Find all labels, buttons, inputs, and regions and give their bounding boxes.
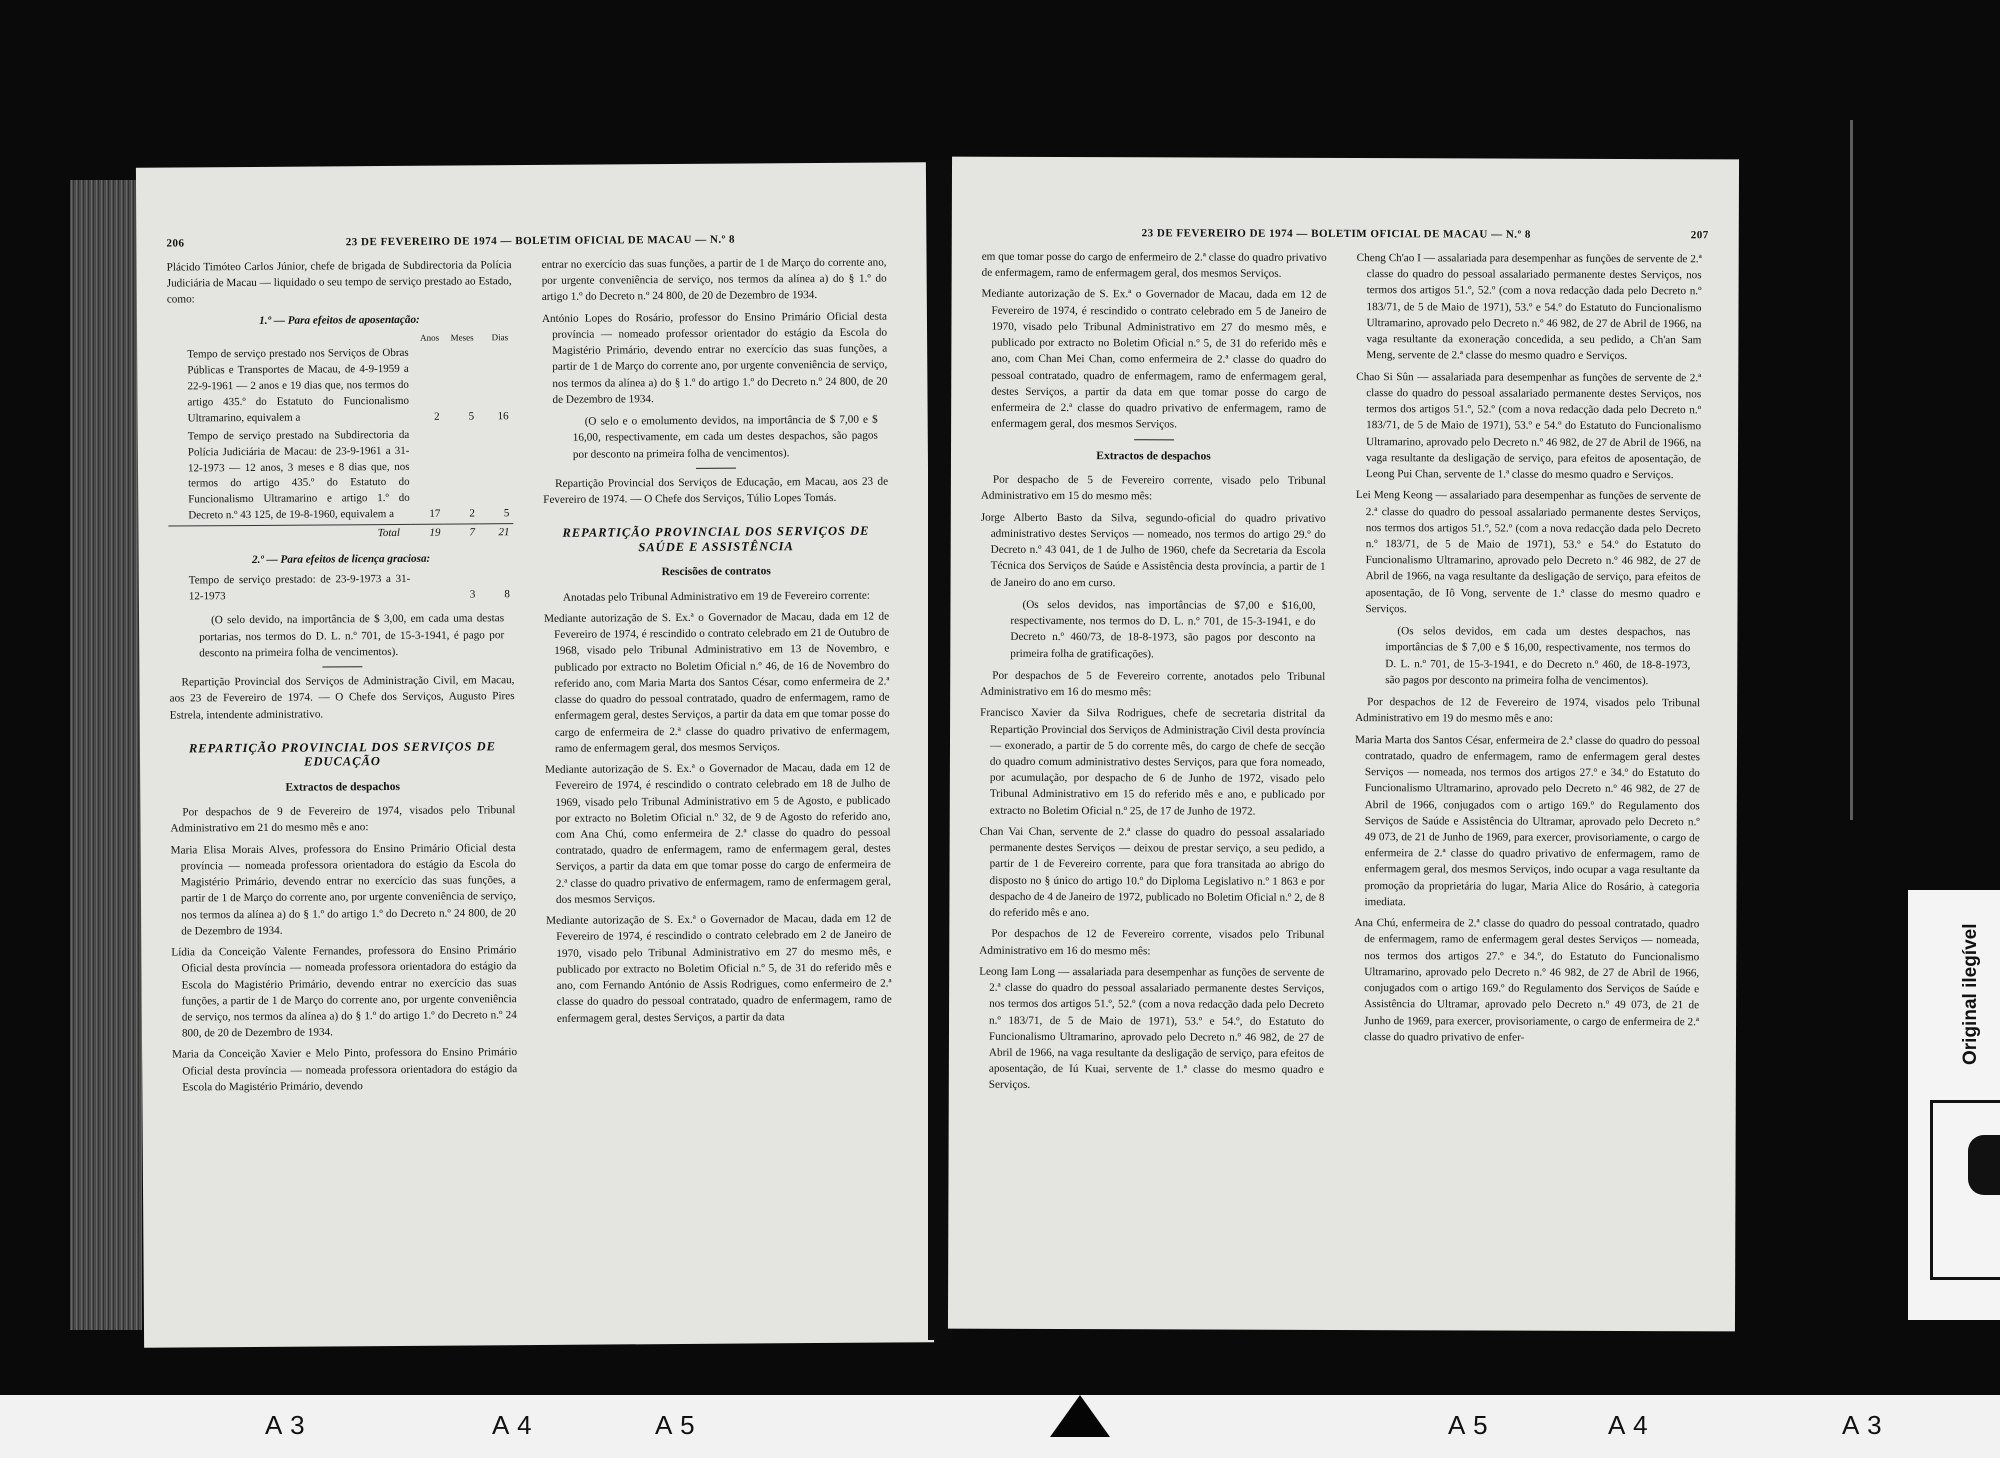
despacho-intro: Por despachos de 9 de Fevereiro de 1974, visados pelo Tribunal Administrativo em 21 do mesmo mês e ano: — [170, 804, 516, 835]
intro-paragraph: Plácido Timóteo Carlos Júnior, chefe de brigada de Subdirectoria da Polícia Judiciária de Macau — liquidado o seu tempo de serviço prestado ao Estado, como: — [166, 259, 512, 307]
frame-mark: A 3 — [1842, 1410, 1883, 1440]
stamp-duty-note: (Os selos devidos, nas importâncias de $7,00 e $16,00, respectivamente, nos termos do D. L. n.º 701, de 15-3-1941, e do Decreto n.º 460/73, de 18-8-1973, são pagos por desconto na primeira folha de gratificações). — [1010, 598, 1316, 660]
frame-mark: A 3 — [265, 1410, 306, 1440]
closing-signature: Repartição Provincial dos Serviços de Administração Civil, em Macau, aos 23 de Fevereiro de 1974. — O Chefe dos Serviços, Augusto Pires Estrela, intendente administrativo. — [169, 674, 515, 722]
list-item: Lídia da Conceição Valente Fernandes, professora do Ensino Primário Oficial desta província — nomeada professora orientadora do estágio da Escola do Magistério Primário, devendo entrar no exercício das suas funções, a partir de 1 de Março do corrente ano, por urgente conveniência de serviço, nos termos da alínea a) do § 1.º do artigo 1.º do Decreto n.º 24 800, de 20 de Dezembro de 1934. — [171, 944, 517, 1040]
table-total-row: Total 19 7 21 — [168, 524, 513, 545]
right-column-1 — [979, 249, 1327, 1100]
despacho-intro: Por despachos de 12 de Fevereiro corrente, visados pelo Tribunal Administrativo em 16 do mesmo mês: — [979, 928, 1325, 957]
table-row: Tempo de serviço prestado nos Serviços de Obras Públicas e Transportes de Macau, de 4-9-1959 a 22-9-1961 — 2 anos e 19 dias que, nos termos do artigo 435.º do Estatuto do Funcionalismo Ultramarino, equivalem a 2 5 16 — [187, 346, 509, 425]
left-page-number: 206 — [166, 237, 185, 250]
frame-mark: A 5 — [655, 1410, 696, 1440]
licence-time-table — [169, 571, 514, 607]
frame-mark: A 4 — [492, 1410, 533, 1440]
left-running-head — [166, 232, 896, 249]
list-item: António Lopes do Rosário, professor do Ensino Primário Oficial desta província — nomeado professor orientador do estágio da Escola do Magistério Primário, devendo entrar no exercício das suas funções, a partir de 1 de Março do corrente ano, por urgente conveniência de serviço, nos termos da alínea a) do § 1.º do artigo 1.º do Decreto n.º 24 800, de 20 de Dezembro de 1934. — [541, 310, 888, 406]
list-item: Jorge Alberto Basto da Silva, segundo-oficial do quadro privativo administrativo destes Serviços — nomeado, nos termos do artigo 29.º do Decreto n.º 43 041, de 1 de Julho de 1960, chefe da Secretaria da Escola Técnica dos Serviços de Saúde e Assistência desta província, a partir de 1 de Janeiro do ano em curso. — [980, 511, 1326, 589]
col-header-meses: Meses — [450, 332, 474, 343]
section-heading-educacao: REPARTIÇÃO PROVINCIAL DOS SERVIÇOS DE EDUCAÇÃO — [188, 739, 496, 769]
film-notch — [1050, 1395, 1110, 1437]
left-column-2 — [542, 255, 892, 1032]
right-page-number: 207 — [1690, 229, 1709, 242]
list-item: Cheng Ch'ao I — assalariada para desempenhar as funções de servente de 2.ª classe do quadro do pessoal assalariado permanente destes Serviços, nos termos dos artigos 51.º, 52.º (com a nova redacção dada pelo Decreto n.º 183/71, de 5 de Maio de 1971), 53.º e 54.º do Estatuto do Funcionalismo Ultramarino, aprovado pelo Decreto n.º 46 982, de 27 de Abril de 1966, na vaga resultante da exoneração concedida, a seu pedido, a Ch'an Sam Meng, servente de 2.ª classe do mesmo quadro e Serviços. — [1356, 252, 1702, 363]
subheading-extractos: Extractos de despachos — [285, 780, 400, 794]
frame-mark: A 4 — [1608, 1410, 1649, 1440]
divider — [695, 467, 735, 468]
film-scratch — [1850, 120, 1853, 820]
divider — [322, 666, 362, 667]
stamp-duty-note: (O selo e o emolumento devidos, na importância de $ 7,00 e $ 16,00, respectivamente, em cada um destes despachos, são pagos por desconto na primeira folha de vencimentos). — [572, 413, 878, 461]
list-item: Chan Vai Chan, servente de 2.ª classe do quadro do pessoal assalariado permanente destes Serviços — deixou de prestar serviço, a seu pedido, a partir de 1 de Fevereiro corrente, para que fora transitada ao abrigo do disposto no § único do artigo 10.º do Diploma Legislativo n.º 1 863 e por despacho de 4 de Janeiro de 1972, publicado no Boletim Oficial n.º 2, de 8 do referido mês e ano. — [979, 825, 1325, 920]
subheading-extractos: Extractos de despachos — [1096, 449, 1211, 463]
despacho-intro: Por despacho de 5 de Fevereiro corrente, visado pelo Tribunal Administrativo em 15 do mesmo mês: — [980, 474, 1326, 503]
despacho-intro: Por despachos de 5 de Fevereiro corrente, anotados pelo Tribunal Administrativo em 16 do mesmo mês: — [980, 669, 1326, 699]
divider — [1134, 439, 1174, 440]
right-page — [948, 157, 1739, 1332]
despacho-intro: Por despachos de 12 de Fevereiro de 1974, visados pelo Tribunal Administrativo em 19 do mesmo mês e ano: — [1355, 696, 1701, 726]
subsection-licenca: 2.º — Para efeitos de licença graciosa: — [251, 552, 431, 567]
list-item: Mediante autorização de S. Ex.ª o Governador de Macau, dada em 12 de Fevereiro de 1974, é rescindido o contrato celebrado em 5 de Janeiro de 1970, visado pelo Tribunal Administrativo em 27 do mesmo mês, e publicado por extracto no Boletim Oficial n.º 5, de 31 do referido mês e ano, com Chan Mei Chan, como enfermeira de 2.ª classe do quadro do pessoal contratado, quadro de enfermagem, ramo de enfermagem geral, destes Serviços, a partir da data em que tomar posse do cargo de enfermeira de 2.ª classe do quadro privativo de enfermagem, ramo de enfermagem geral, dos mesmos Serviços. — [981, 288, 1327, 431]
col-header-anos: Anos — [420, 332, 440, 343]
page-stack-edges — [70, 180, 142, 1330]
left-running-title: 23 DE FEVEREIRO DE 1974 — BOLETIM OFICIAL DE MACAU — N.º 8 — [345, 233, 736, 249]
list-item: Maria Elisa Morais Alves, professora do Ensino Primário Oficial desta província — nomeada professora orientadora do estágio da Escola do Magistério Primário, devendo entrar no exercício das suas funções, a partir de 1 de Março do corrente ano, por urgente conveniência de serviço, nos termos da alínea a) do § 1.º do artigo 1.º do Decreto n.º 24 800, de 20 de Dezembro de 1934. — [170, 841, 517, 938]
table-row: Tempo de serviço prestado: de 23-9-1973 a 31-12-1973 3 8 — [188, 573, 510, 603]
list-item: Mediante autorização de S. Ex.ª o Governador de Macau, dada em 12 de Fevereiro de 1974, é rescindido o contrato celebrado em 2 de Janeiro de 1970, visado pelo Tribunal Administrativo em 27 do mesmo mês, e publicado por extracto no Boletim Oficial n.º 5, de 31 do referido mês e ano, com Fernando António de Assis Rodrigues, como enfermeiro de 2.ª classe do quadro do pessoal contratado, quadro de enfermagem, ramo de enfermagem geral, destes Serviços, a partir da data — [546, 912, 892, 1025]
list-item: Mediante autorização de S. Ex.ª o Governador de Macau, dada em 12 de Fevereiro de 1974, é rescindido o contrato celebrado em 21 de Outubro de 1968, visado pelo Tribunal Administrativo em 13 de Novembro, e publicado por extracto no Boletim Oficial n.º 46, de 16 de Novembro do referido ano, com Maria Marta dos Santos César, como enfermeira de 2.ª classe do quadro do pessoal contratado, quadro de enfermagem, ramo de enfermagem geral, destes Serviços, a partir da data em que tomar posse do cargo de enfermeira de 2.ª classe do quadro privativo de enfermagem, ramo de enfermagem geral, dos mesmos Serviços. — [544, 610, 890, 755]
stamp-duty-note: (Os selos devidos, em cada um destes despachos, nas importâncias de $ 7,00 e $ 16,00, respectivamente, nos termos do D. L. n.º 701, de 15-3-1941, e do Decreto n.º 460, de 18-8-1973, são pagos por desconto na primeira folha de vencimentos). — [1385, 625, 1691, 687]
side-registration-mark — [1968, 1135, 2000, 1195]
list-item: Maria Marta dos Santos César, enfermeira de 2.ª classe do quadro do pessoal contratado, quadro de enfermagem, ramo de enfermagem geral destes Serviços — nomeada, nos termos dos artigos 27.º e 34.º do Estatuto do Funcionalismo Ultramarino, aprovado pelo Decreto n.º 46 982, de 27 de Abril de 1966, conjugados com o artigo 169.º do Regulamento dos Serviços de Saúde e Assistência do Ultramar, aprovado pelo Decreto n.º 49 073, de 21 de Junho de 1969, para exercer, provisoriamente, o cargo de enfermeira de 2.ª classe do quadro privativo de enfermagem, ramo de enfermagem geral, dos mesmos Serviços, indo ocupar a vaga resultante da promoção da proprietária do lugar, Maria Alice do Rosário, à categoria imediata. — [1354, 733, 1701, 909]
continued-paragraph: em que tomar posse do cargo de enfermeiro de 2.ª classe do quadro privativo de enfermagem, ramo de enfermagem geral, dos mesmos Serviços. — [981, 250, 1327, 281]
list-item: Leong Iam Long — assalariada para desempenhar as funções de servente de 2.ª classe do quadro do pessoal assalariado permanente destes Serviços, nos termos dos artigos 51.º, 52.º (com a nova redacção dada pelo Decreto n.º 183/71, de 5 de Maio de 1971), 53.º e 54.º, do Estatuto do Funcionalismo Ultramarino, aprovado pelo Decreto n.º 46 982, de 27 de Abril de 1966, na vaga resultante da desligação de serviço, para efeitos de aposentação, de Iú Kuai, servente de 1.ª classe do mesmo quadro e Serviços. — [979, 965, 1325, 1092]
subsection-aposentacao: 1.º — Para efeitos de aposentação: — [259, 313, 420, 327]
stamp-duty-note: (O selo devido, na importância de $ 3,00, em cada uma destas portarias, nos termos do D. L. n.º 701, de 15-3-1941, é pago por desconto na primeira folha de vencimentos). — [199, 612, 505, 660]
section-heading-saude: REPARTIÇÃO PROVINCIAL DOS SERVIÇOS DE SAÚDE E ASSISTÊNCIA — [562, 523, 870, 554]
continued-paragraph: entrar no exercício das suas funções, a partir de 1 de Março do corrente ano, por urgente conveniência de serviço, nos termos da alínea a) do § 1.º do artigo 1.º do Decreto n.º 24 800, de 20 de Dezembro de 1934. — [541, 256, 887, 304]
right-running-title: 23 DE FEVEREIRO DE 1974 — BOLETIM OFICIAL DE MACAU — N.º 8 — [1141, 227, 1531, 241]
left-page — [136, 162, 934, 1347]
list-item: Ana Chú, enfermeira de 2.ª classe do quadro do pessoal contratado, quadro de enfermagem, ramo de enfermagem geral destes Serviços — nomeada, nos termos dos artigos 27.º e 34.º, do Estatuto do Funcionalismo Ultramarino, aprovado pelo Decreto n.º 46 982, de 27 de Abril de 1966, conjugados com o artigo 169.º do Regulamento dos Serviços de Saúde e Assistência do Ultramar, aprovado pelo Decreto n.º 49 073, de 21 de Junho de 1969, para exercer, provisoriamente, o cargo de enfermeira de 2.ª classe do quadro privativo de enfer- — [1354, 917, 1700, 1044]
right-running-head — [982, 227, 1709, 242]
right-column-2 — [1354, 250, 1702, 1051]
col-header-dias: Dias — [491, 332, 509, 343]
subheading-rescisoes: Rescisões de contratos — [661, 565, 771, 579]
closing-signature: Repartição Provincial dos Serviços de Educação, em Macau, aos 23 de Fevereiro de 1974. — O Chefe dos Serviços, Túlio Lopes Tomás. — [543, 475, 889, 506]
left-column-1 — [167, 257, 518, 1101]
list-item: Francisco Xavier da Silva Rodrigues, chefe de secretaria distrital da Repartição Provincial dos Serviços de Administração Civil desta província — exonerado, a partir de 5 do corrente mês, do cargo de chefe de secção do quadro comum administrativo destes Serviços, para que fora nomeado, por acumulação, por despacho de 6 de Junho de 1972, visado pelo Tribunal Administrativo em 15 do referido mês e ano, e publicado por extracto no Boletim Oficial n.º 25, de 17 de Junho de 1972. — [980, 707, 1326, 818]
illegible-label: Original ilegível — [1960, 923, 1981, 1065]
table-row: Tempo de serviço prestado na Subdirectoria da Polícia Judiciária de Macau: de 23-9-1961 a 31-12-1973 — 12 anos, 3 meses e 8 dias que, nos termos do artigo 435.º do Estatuto do Funcionalismo Ultramarino e artigo 1.º do Decreto n.º 43 125, de 19-8-1960, equivalem a 17 2 5 — [187, 428, 510, 522]
list-item: Chao Si Sûn — assalariada para desempenhar as funções de servente de 2.ª classe do quadro do pessoal assalariado permanente destes Serviços, nos termos dos artigos 51.º, 52.º (com a nova redacção dada pelo Decreto n.º 183/71, de 5 de Maio de 1971), 53.º e 54.º do Estatuto do Funcionalismo Ultramarino, aprovado pelo Decreto n.º 46 982, de 27 de Abril de 1966, na vaga resultante da desligação de serviço, para efeitos de aposentação, de Leong Pui Chan, servente de 1.ª classe do mesmo quadro e Serviços. — [1356, 370, 1702, 482]
frame-mark: A 5 — [1448, 1410, 1489, 1440]
list-item: Mediante autorização de S. Ex.ª o Governador de Macau, dada em 12 de Fevereiro de 1974, é rescindido o contrato celebrado em 18 de Julho de 1969, visado pelo Tribunal Administrativo em 5 de Agosto, e publicado por extracto no Boletim Oficial n.º 32, de 9 de Agosto do referido ano, com Ana Chú, como enfermeira de 2.ª classe do quadro do pessoal contratado, quadro de enfermagem, ramo de enfermagem geral, destes Serviços, a partir da data em que tomar posse do cargo de enfermeira de 2.ª classe do quadro privativo de enfermagem, ramo de enfermagem geral, dos mesmos Serviços. — [545, 761, 891, 906]
anotadas-intro: Anotadas pelo Tribunal Administrativo em 19 de Fevereiro corrente: — [562, 589, 870, 604]
service-time-table — [167, 331, 513, 545]
list-item: Maria da Conceição Xavier e Melo Pinto, professora do Ensino Primário Oficial desta província — nomeada professora orientadora do estágio da Escola do Magistério Primário, devendo — [172, 1046, 518, 1094]
list-item: Lei Meng Keong — assalariado para desempenhar as funções de servente de 2.ª classe do quadro do pessoal assalariado permanente destes Serviços, nos termos dos artigos 51.º, 52.º (com a nova redacção dada pelo Decreto n.º 183/71, de 5 de Maio de 1971), 53.º e 54.º do Estatuto do Funcionalismo Ultramarino, aprovado pelo Decreto n.º 46 982, de 27 de Abril de 1966, na vaga resultante da desligação de serviço, para efeitos de aposentação, de Iô Vong, servente de 1.ª classe do mesmo quadro e Serviços. — [1355, 489, 1701, 616]
